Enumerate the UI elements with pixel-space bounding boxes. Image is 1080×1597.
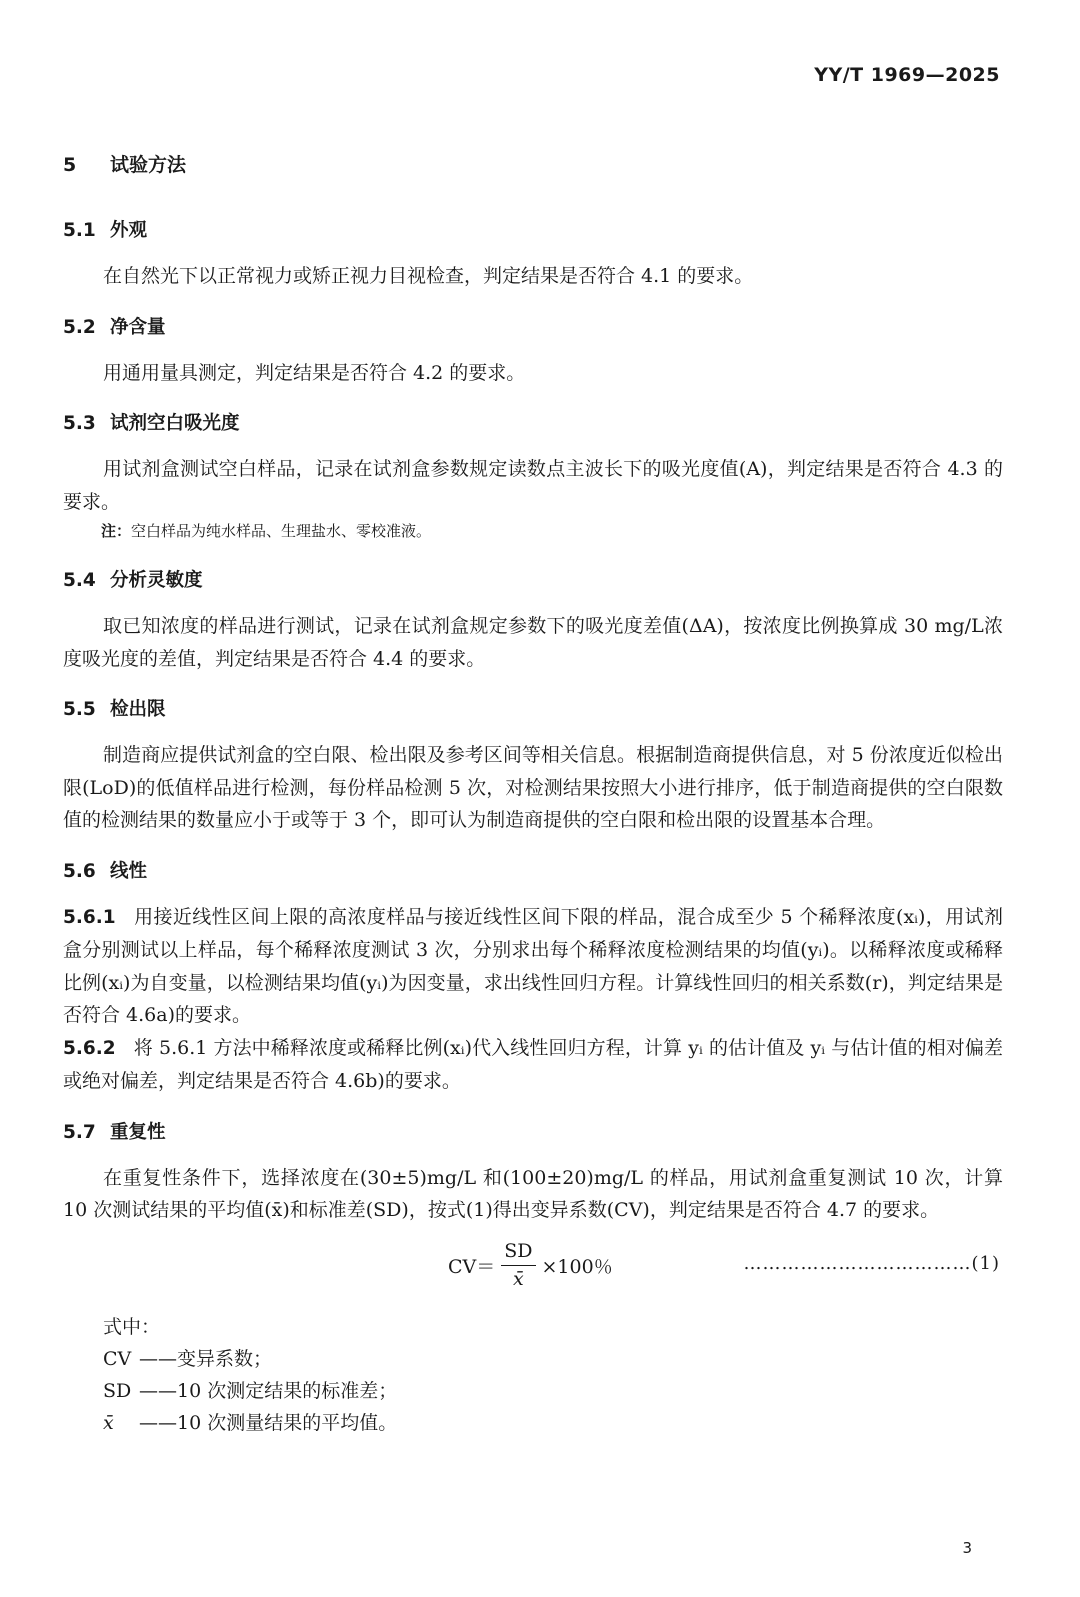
subsection-heading	[63, 1118, 1003, 1144]
clause-text: 将 5.6.1 方法中稀释浓度或稀释比例(xᵢ)代入线性回归方程，计算 yᵢ 的估计值及 yᵢ 与估计值的相对偏差或绝对偏差，判定结果是否符合 4.6b)的要求。	[63, 1036, 1003, 1092]
variable-desc: ——10 次测定结果的标准差；	[139, 1379, 398, 1402]
variable-item	[103, 1407, 1003, 1439]
subsection-number: 5.6	[63, 860, 96, 882]
paragraph: 制造商应提供试剂盒的空白限、检出限及参考区间等相关信息。根据制造商提供信息，对 5 份浓度近似检出限(LoD)的低值样品进行检测，每份样品检测 5 次，对检测结果按照大小进行排序，低于制造商提供的空白限数值的检测结果的数量应小于或等于 3 个，即可认为制造商提供的空白限和检出限的设置基本合理。	[63, 744, 1003, 831]
note	[101, 520, 1003, 542]
subsection-heading	[63, 409, 1003, 435]
subsection-number: 5.3	[63, 413, 96, 434]
section-title: 试验方法	[110, 154, 187, 176]
page-content	[63, 150, 1003, 1439]
subsection-heading	[63, 313, 1003, 339]
subsection-number: 5.1	[63, 220, 96, 241]
clause-text: 用接近线性区间上限的高浓度样品与接近线性区间下限的样品，混合成至少 5 个稀释浓度(xᵢ)，用试剂盒分别测试以上样品，每个稀释浓度测试 3 次，分别求出每个稀释浓度检测结果的均值(yᵢ)。以稀释浓度或稀释比例(xᵢ)为自变量，以检测结果均值(yᵢ)为因变量，求出线性回归方程。计算线性回归的相关系数(r)，判定结果是否符合 4.6a)的要求。	[63, 905, 1003, 1026]
formula-rhs: ×100％	[541, 1255, 613, 1278]
subsection-title: 分析灵敏度	[110, 570, 203, 591]
paragraph: 用试剂盒测试空白样品，记录在试剂盒参数规定读数点主波长下的吸光度值(A)，判定结果是否符合 4.3 的要求。	[63, 458, 1003, 513]
subsection-heading	[63, 857, 1003, 883]
subsection-number: 5.2	[63, 316, 96, 338]
where-label: 式中：	[103, 1315, 161, 1338]
clause-number: 5.6.2	[63, 1037, 116, 1059]
formula-expression	[448, 1239, 613, 1292]
subsection-number: 5.5	[63, 699, 96, 720]
subsection-title: 线性	[110, 860, 148, 882]
paragraph: 在重复性条件下，选择浓度在(30±5)mg/L 和(100±20)mg/L 的样品，用试剂盒重复测试 10 次，计算 10 次测试结果的平均值(x̄)和标准差(SD)，按式(1)得出变异系数(CV)，判定结果是否符合 4.7 的要求。	[63, 1166, 1003, 1221]
document-code: YY/T 1969—2025	[814, 64, 1000, 86]
variable-list	[103, 1311, 1003, 1439]
clause-5-6-1	[63, 901, 1003, 1032]
variable-key: SD	[103, 1379, 132, 1402]
paragraph: 取已知浓度的样品进行测试，记录在试剂盒规定参数下的吸光度差值(ΔA)，按浓度比例换算成 30 mg/L浓度吸光度的差值，判定结果是否符合 4.4 的要求。	[63, 615, 1003, 670]
formula-lhs: CV＝	[448, 1255, 496, 1278]
subsection-heading	[63, 216, 1003, 242]
subsection-title: 重复性	[110, 1121, 166, 1143]
fraction-numerator: SD	[501, 1239, 535, 1266]
paragraph: 用通用量具测定，判定结果是否符合 4.2 的要求。	[103, 361, 526, 384]
variable-item	[103, 1343, 1003, 1375]
clause-5-6-2	[63, 1032, 1003, 1098]
subsection-title: 外观	[110, 220, 148, 241]
section-heading	[63, 150, 1003, 177]
formula-1	[63, 1239, 1003, 1297]
formula-number: ………………………………(1)	[743, 1252, 1000, 1274]
formula-fraction	[501, 1239, 535, 1292]
note-text: 空白样品为纯水样品、生理盐水、零校准液。	[131, 522, 432, 540]
variable-desc: ——变异系数；	[139, 1347, 273, 1370]
subsection-title: 检出限	[110, 699, 166, 720]
subsection-number: 5.4	[63, 570, 96, 591]
subsection-number: 5.7	[63, 1121, 96, 1143]
subsection-title: 净含量	[110, 316, 166, 338]
fraction-denominator: x̄	[513, 1267, 524, 1290]
variable-item	[103, 1375, 1003, 1407]
clause-number: 5.6.1	[63, 906, 116, 928]
page-number: 3	[962, 1539, 972, 1557]
subsection-heading	[63, 695, 1003, 721]
variable-key: CV	[103, 1347, 132, 1370]
subsection-heading	[63, 566, 1003, 592]
variable-key: x̄	[103, 1411, 114, 1434]
section-number: 5	[63, 154, 77, 176]
note-label: 注：	[101, 522, 132, 540]
subsection-title: 试剂空白吸光度	[110, 413, 240, 434]
variable-desc: ——10 次测量结果的平均值。	[139, 1411, 398, 1434]
paragraph: 在自然光下以正常视力或矫正视力目视检查，判定结果是否符合 4.1 的要求。	[103, 265, 754, 287]
